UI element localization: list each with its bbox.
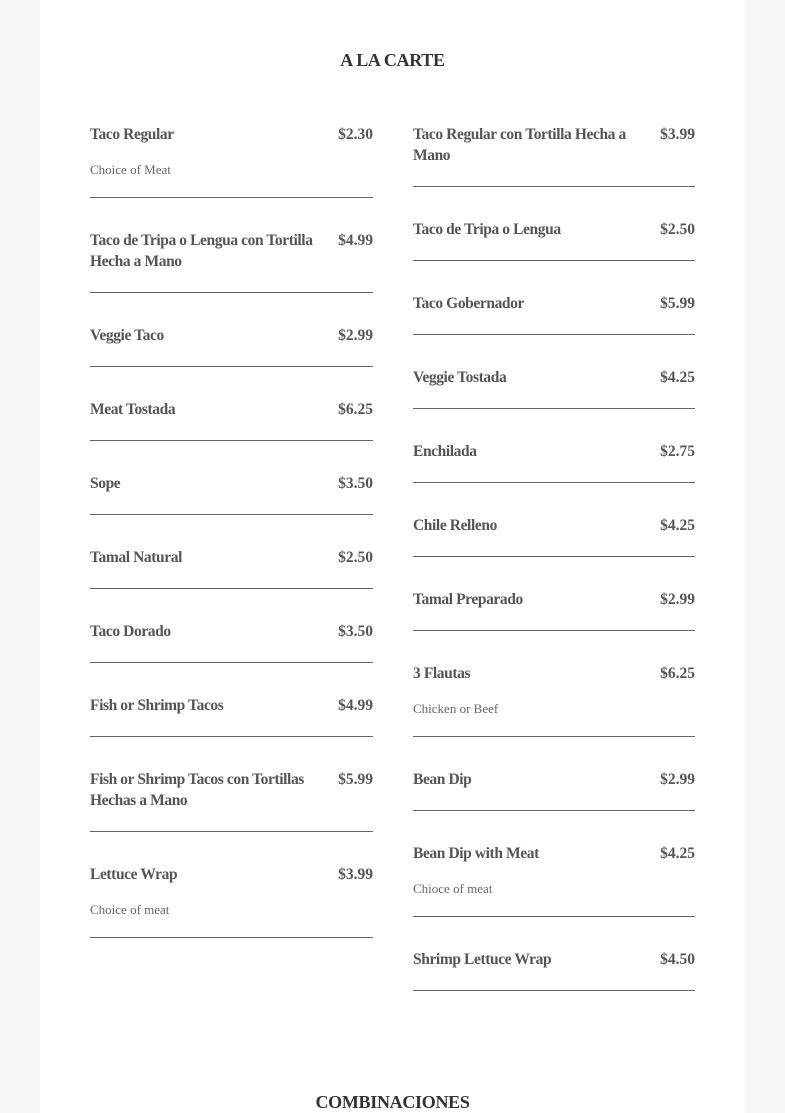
menu-item xyxy=(90,547,373,589)
menu-item-header xyxy=(90,124,373,145)
menu-item-name: Enchilada xyxy=(413,443,477,460)
menu-column-right xyxy=(413,124,695,1023)
menu-item xyxy=(413,769,695,811)
menu-item-name: Bean Dip xyxy=(413,771,472,788)
menu-item xyxy=(90,695,373,737)
menu-item-price: $4.99 xyxy=(338,232,373,249)
section-title-a-la-carte: A LA CARTE xyxy=(340,50,445,70)
menu-page xyxy=(40,0,745,1113)
menu-item-price: $4.50 xyxy=(660,951,695,968)
menu-item xyxy=(413,515,695,557)
menu-item xyxy=(413,124,695,187)
menu-item-header xyxy=(413,515,695,536)
menu-item-header xyxy=(90,547,373,568)
menu-item-name: Veggie Tostada xyxy=(413,369,507,386)
menu-item-price: $2.99 xyxy=(660,771,695,788)
menu-item-description: Chioce of meat xyxy=(413,881,493,896)
menu-item-name: Taco Gobernador xyxy=(413,295,524,312)
menu-item-header xyxy=(413,769,695,790)
menu-item-price: $3.50 xyxy=(338,475,373,492)
menu-item-price: $5.99 xyxy=(338,771,373,788)
menu-item-name: Taco de Tripa o Lengua con Tortilla Hecha a Mano xyxy=(90,232,313,270)
section-title-combinaciones: COMBINACIONES xyxy=(315,1092,470,1112)
menu-item-header xyxy=(413,843,695,864)
menu-column-left xyxy=(90,124,373,970)
menu-item-name: Sope xyxy=(90,475,121,492)
menu-item-name: Tamal Preparado xyxy=(413,591,523,608)
menu-item-name: Tamal Natural xyxy=(90,549,182,566)
menu-item-header xyxy=(413,949,695,970)
menu-item-price: $2.99 xyxy=(338,327,373,344)
menu-item-header xyxy=(413,293,695,314)
menu-item-price: $2.99 xyxy=(660,591,695,608)
menu-item xyxy=(90,864,373,938)
menu-item xyxy=(90,399,373,441)
menu-item xyxy=(90,473,373,515)
menu-item-price: $4.25 xyxy=(660,369,695,386)
menu-item-price: $2.50 xyxy=(338,549,373,566)
menu-item-price: $2.30 xyxy=(338,126,373,143)
menu-item-header xyxy=(90,864,373,885)
menu-item xyxy=(413,949,695,991)
menu-item xyxy=(413,293,695,335)
menu-item xyxy=(413,367,695,409)
menu-item-header xyxy=(90,695,373,716)
menu-item xyxy=(413,219,695,261)
menu-item xyxy=(90,124,373,198)
menu-item xyxy=(90,769,373,832)
menu-item xyxy=(413,441,695,483)
menu-item-description: Chicken or Beef xyxy=(413,701,499,716)
menu-item-name: Taco de Tripa o Lengua xyxy=(413,221,561,238)
menu-item-header xyxy=(90,769,373,811)
menu-item-header xyxy=(413,367,695,388)
menu-item-price: $5.99 xyxy=(660,295,695,312)
menu-item-name: Bean Dip with Meat xyxy=(413,845,539,862)
menu-item-name: Chile Relleno xyxy=(413,517,497,534)
menu-item-price: $6.25 xyxy=(660,665,695,682)
menu-item-header xyxy=(90,230,373,272)
menu-item-price: $4.25 xyxy=(660,845,695,862)
menu-item xyxy=(90,325,373,367)
menu-item xyxy=(413,663,695,737)
menu-item-name: Shrimp Lettuce Wrap xyxy=(413,951,552,968)
menu-item xyxy=(413,843,695,917)
menu-item-header xyxy=(90,399,373,420)
menu-item-name: Fish or Shrimp Tacos xyxy=(90,697,224,714)
menu-item xyxy=(90,621,373,663)
menu-item-name: Lettuce Wrap xyxy=(90,866,178,883)
menu-item-header xyxy=(413,589,695,610)
menu-item-price: $2.50 xyxy=(660,221,695,238)
menu-item-name: Fish or Shrimp Tacos con Tortillas Hechas a Mano xyxy=(90,771,304,809)
menu-item xyxy=(413,589,695,631)
menu-item xyxy=(90,230,373,293)
menu-item-header xyxy=(413,663,695,684)
menu-item-name: Taco Regular con Tortilla Hecha a Mano xyxy=(413,126,626,164)
menu-item-description: Choice of Meat xyxy=(90,162,171,177)
menu-item-header xyxy=(413,124,695,166)
menu-item-price: $3.99 xyxy=(338,866,373,883)
menu-item-description: Choice of meat xyxy=(90,902,170,917)
menu-item-price: $2.75 xyxy=(660,443,695,460)
menu-item-header xyxy=(413,441,695,462)
menu-item-price: $3.99 xyxy=(660,126,695,143)
menu-item-header xyxy=(90,325,373,346)
menu-item-price: $4.99 xyxy=(338,697,373,714)
menu-item-header xyxy=(90,621,373,642)
menu-item-name: Veggie Taco xyxy=(90,327,164,344)
menu-item-name: 3 Flautas xyxy=(413,665,471,682)
menu-item-name: Taco Regular xyxy=(90,126,174,143)
menu-item-header xyxy=(413,219,695,240)
menu-item-price: $6.25 xyxy=(338,401,373,418)
menu-item-price: $3.50 xyxy=(338,623,373,640)
menu-item-name: Meat Tostada xyxy=(90,401,176,418)
menu-item-price: $4.25 xyxy=(660,517,695,534)
menu-item-name: Taco Dorado xyxy=(90,623,171,640)
menu-item-header xyxy=(90,473,373,494)
